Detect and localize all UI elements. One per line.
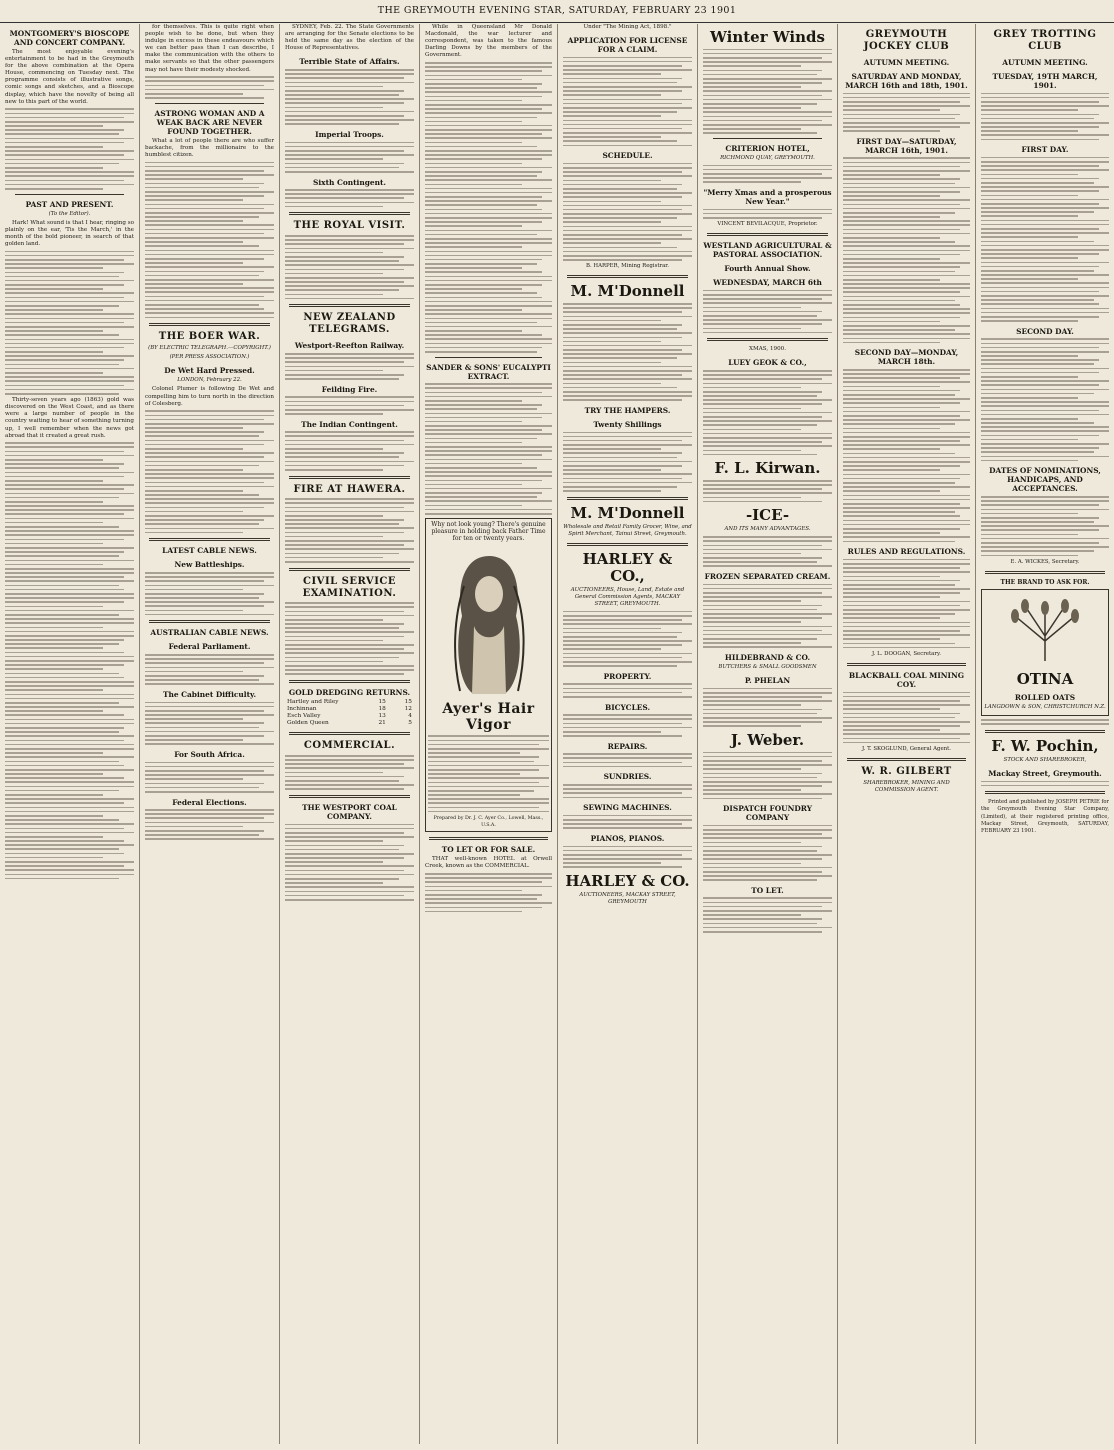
advert-heading: HARLEY & CO. bbox=[565, 872, 690, 891]
article-heading: The Cabinet Difficulty. bbox=[162, 689, 257, 699]
ayers-hair-vigor-advert bbox=[425, 518, 552, 833]
advert-heading: FROZEN SEPARATED CREAM. bbox=[704, 572, 831, 582]
advert-heading: LUEY GEOK & CO., bbox=[728, 358, 807, 368]
text-block bbox=[563, 753, 692, 767]
text-block bbox=[843, 559, 970, 649]
text-block bbox=[425, 383, 552, 514]
advert-heading: TO LET OR FOR SALE. bbox=[441, 845, 536, 855]
article-heading: THE ROYAL VISIT. bbox=[293, 220, 406, 232]
masthead: THE GREYMOUTH EVENING STAR, SATURDAY, FEBRUARY 23 1901 bbox=[0, 0, 1114, 23]
text-block bbox=[425, 873, 552, 912]
notice-signature: B. HARPER, Mining Registrar. bbox=[585, 263, 669, 270]
text-block bbox=[703, 688, 832, 727]
column-2 bbox=[140, 24, 280, 1444]
woman-portrait-icon bbox=[434, 546, 544, 696]
text-block bbox=[145, 76, 274, 99]
article-heading: Feilding Fire. bbox=[321, 384, 378, 394]
article-heading: THE WESTPORT COAL COMPANY. bbox=[302, 803, 397, 821]
article-heading: Federal Elections. bbox=[172, 797, 247, 807]
article-heading: New Battleships. bbox=[174, 560, 245, 570]
article-heading: The Indian Contingent. bbox=[301, 419, 398, 429]
advert-date: WEDNESDAY, MARCH 6th bbox=[713, 278, 822, 288]
column-3 bbox=[280, 24, 420, 1444]
text-block bbox=[285, 755, 414, 790]
advert-subheading: AUCTIONEERS, MACKAY STREET, GREYMOUTH bbox=[579, 892, 676, 906]
article-text: for themselves. This is quite right when people wish to be done, but when they indulge in excess in these endeavours which we can better pass than I can describe, I make the communication with the others to make servants so that the other passengers may not have their modesty shocked. bbox=[145, 24, 274, 73]
advert-heading: FIRST DAY—SATURDAY, MARCH 16th, 1901. bbox=[856, 136, 957, 155]
advert-heading: -ICE- bbox=[745, 506, 790, 525]
column-6 bbox=[698, 24, 838, 1444]
text-block bbox=[285, 602, 414, 675]
advert-heading: WESTLAND AGRICULTURAL & PASTORAL ASSOCIATION. bbox=[703, 241, 832, 260]
oat-sheaf-icon bbox=[990, 596, 1100, 666]
text-block bbox=[703, 584, 832, 648]
article-heading: LATEST CABLE NEWS. bbox=[162, 546, 257, 556]
article-heading: THE BOER WAR. bbox=[158, 331, 261, 343]
article-heading: MONTGOMERY'S BIOSCOPE AND CONCERT COMPANY. bbox=[9, 29, 130, 47]
advert-date: TUESDAY, 19TH MARCH, 1901. bbox=[992, 72, 1098, 90]
text-block bbox=[981, 719, 1109, 725]
text-block bbox=[428, 735, 549, 812]
article-heading: ASTRONG WOMAN AND A WEAK BACK ARE NEVER FOUND TOGETHER. bbox=[154, 108, 265, 136]
text-block bbox=[285, 353, 414, 380]
article-subheading: (PER PRESS ASSOCIATION.) bbox=[169, 354, 250, 361]
text-block bbox=[145, 410, 274, 533]
text-block bbox=[843, 93, 970, 132]
text-block bbox=[285, 142, 414, 173]
advert-heading: J. Weber. bbox=[730, 731, 805, 749]
advert-heading: SANDER & SONS' EUCALYPTI EXTRACT. bbox=[426, 362, 551, 381]
text-block bbox=[145, 162, 274, 319]
text-block bbox=[285, 189, 414, 207]
text-block bbox=[703, 165, 832, 183]
advert-subheading: BUTCHERS & SMALL GOODSMEN bbox=[718, 664, 817, 671]
advert-heading: BLACKBALL COAL MINING COY. bbox=[848, 671, 965, 689]
article-subheading: (To the Editor). bbox=[48, 210, 91, 217]
advert-heading: AUTUMN MEETING. bbox=[863, 58, 950, 67]
dateline: LONDON, February 22. bbox=[177, 377, 242, 384]
text-block bbox=[563, 57, 692, 147]
text-block bbox=[563, 846, 692, 869]
advert-heading: SECOND DAY—MONDAY, MARCH 18th. bbox=[854, 348, 959, 367]
article-heading: For South Africa. bbox=[174, 750, 245, 759]
advert-heading: Mackay Street, Greymouth. bbox=[988, 768, 1102, 778]
text-block bbox=[981, 157, 1109, 322]
advert-subheading: RICHMOND QUAY, GREYMOUTH. bbox=[720, 154, 815, 161]
oatina-brand: OTINA bbox=[1016, 669, 1074, 688]
article-heading: Terrible State of Affairs. bbox=[299, 57, 400, 67]
text-block bbox=[981, 781, 1109, 787]
text-block bbox=[285, 235, 414, 299]
text-block bbox=[563, 714, 692, 737]
advert-heading: TRY THE HAMPERS. bbox=[584, 405, 671, 415]
text-block bbox=[5, 251, 134, 395]
text-block bbox=[285, 396, 414, 414]
advert-footer: Prepared by Dr. J. C. Ayer Co., Lowell, Mass., U.S.A. bbox=[433, 816, 544, 829]
table-row: Golden Queen 21 5 bbox=[287, 720, 412, 727]
text-block bbox=[843, 692, 970, 744]
article-text: Hark! What sound is that I hear, ringing so plainly on the ear, 'Tis the March,' in the month of the bold pioneer, in search of that golden land. bbox=[5, 219, 134, 247]
advert-heading: CRITERION HOTEL, bbox=[725, 143, 810, 153]
text-block bbox=[563, 611, 692, 667]
text-block bbox=[285, 498, 414, 562]
advert-heading: REPAIRS. bbox=[607, 741, 648, 751]
advert-heading: F. L. Kirwan. bbox=[714, 459, 821, 478]
article-text: Thirty-seven years ago (1863) gold was discovered on the West Coast, and as there were a large number of people in the country waiting to hear of something turning up, I well remember when the news got abroad that it created a great rush. bbox=[5, 397, 134, 439]
advert-heading: Twenty Shillings bbox=[593, 419, 662, 429]
advert-heading: HILDEBRAND & CO. bbox=[724, 653, 811, 663]
text-block bbox=[145, 572, 274, 615]
advert-heading: BICYCLES. bbox=[604, 702, 651, 712]
text-block bbox=[981, 338, 1109, 461]
advert-signature: VINCENT BEVILACQUE, Proprietor. bbox=[717, 221, 818, 228]
article-text: While in Queensland Mr Donald Macdonald, the war lecturer and correspondent, was taken to the famous Darling Downs by the members of the Government. bbox=[425, 24, 552, 59]
advert-heading: TO LET. bbox=[751, 885, 784, 895]
dredging-table bbox=[285, 699, 414, 727]
article-heading: PAST AND PRESENT. bbox=[25, 199, 114, 209]
oatina-advert bbox=[981, 589, 1109, 716]
text-block bbox=[843, 157, 970, 343]
article-heading: Sixth Contingent. bbox=[313, 177, 386, 187]
advert-heading: SUNDRIES. bbox=[603, 772, 652, 782]
advert-heading: RULES AND REGULATIONS. bbox=[847, 547, 966, 557]
advert-heading: PIANOS, PIANOS. bbox=[590, 833, 665, 843]
advert-quote: "Merry Xmas and a prosperous New Year." bbox=[703, 187, 832, 206]
text-block bbox=[5, 442, 134, 879]
advert-signature: J. L. DOOGAN, Secretary. bbox=[871, 650, 941, 657]
text-block bbox=[981, 93, 1109, 141]
notice-text: Under "The Mining Act, 1898." bbox=[583, 24, 672, 30]
article-text: SYDNEY, Feb. 22. The State Governments are arranging for the Senate elections to be held the same day as the election of the House of Representatives. bbox=[285, 24, 414, 52]
article-text: The most enjoyable evening's entertainment to be had in the Greymouth for the above combination at the Opera House, commencing on Tuesday next. The programme consists of illustrative songs, comic songs and sketches, and a Bioscope display, which have the novelty of being all new to this part of the world. bbox=[5, 49, 134, 105]
column-7 bbox=[838, 24, 976, 1444]
text-block bbox=[563, 784, 692, 798]
advert-heading: M. M'Donnell bbox=[570, 503, 685, 522]
advert-heading: Fourth Annual Show. bbox=[724, 264, 811, 274]
advert-text: XMAS, 1900. bbox=[749, 346, 786, 353]
advert-text: THAT well-known HOTEL at Orwell Creek, known as the COMMERCIAL. bbox=[425, 856, 552, 870]
table-row: Esch Valley 13 4 bbox=[287, 713, 412, 720]
advert-signature: J. T. SKOGLUND, General Agent. bbox=[861, 746, 952, 753]
article-heading: CIVIL SERVICE EXAMINATION. bbox=[302, 575, 397, 599]
article-heading: NEW ZEALAND TELEGRAMS. bbox=[303, 312, 396, 336]
text-block bbox=[703, 480, 832, 503]
advert-text: Why not look young? There's genuine pleasure in holding back Father Time for ten or twenty years. bbox=[431, 520, 546, 542]
advert-heading: SECOND DAY. bbox=[1016, 326, 1074, 336]
column-1 bbox=[0, 24, 140, 1444]
article-heading: FIRE AT HAWERA. bbox=[293, 483, 406, 495]
advert-heading: AUTUMN MEETING. bbox=[1002, 58, 1088, 67]
text-block bbox=[703, 752, 832, 800]
text-block bbox=[843, 369, 970, 542]
column-5 bbox=[558, 24, 698, 1444]
advert-heading: SEWING MACHINES. bbox=[583, 803, 672, 813]
advert-heading: Winter Winds bbox=[710, 28, 825, 46]
text-block bbox=[145, 654, 274, 685]
text-block bbox=[5, 108, 134, 189]
text-block bbox=[145, 762, 274, 793]
advert-heading: DISPATCH FOUNDRY COMPANY bbox=[723, 804, 812, 823]
advert-subheading: STOCK AND SHAREBROKER, bbox=[1003, 756, 1087, 763]
table-row: Hartley and Riley 15 15 bbox=[287, 698, 412, 705]
text-block bbox=[285, 824, 414, 901]
text-block bbox=[703, 370, 832, 455]
text-block bbox=[145, 702, 274, 745]
advert-heading: GREYMOUTH JOCKEY CLUB bbox=[863, 29, 950, 52]
text-block bbox=[703, 536, 832, 567]
imprint: Printed and published by JOSEPH PETRIE for the Greymouth Evening Star Company, (Limited), at their registered printing office, Mackay Street, Greymouth, SATURDAY, FEBRUARY 23 1901. bbox=[981, 799, 1109, 834]
text-block bbox=[981, 496, 1109, 556]
text-block bbox=[425, 62, 552, 353]
advert-subheading: SHAREBROKER, MINING AND COMMISSION AGENT. bbox=[863, 780, 950, 794]
notice-heading: SCHEDULE. bbox=[602, 151, 653, 161]
advert-subheading: Wholesale and Retail Family Grocer, Wine, and Spirit Merchant, Tainui Street, Greymouth. bbox=[563, 523, 692, 537]
advert-heading: HARLEY & CO., bbox=[582, 549, 673, 585]
text-block bbox=[703, 897, 832, 932]
text-block bbox=[703, 825, 832, 881]
advert-signature: E. A. WICKES, Secretary. bbox=[1010, 558, 1080, 565]
advert-heading: W. R. GILBERT bbox=[861, 766, 952, 778]
text-block bbox=[703, 49, 832, 134]
text-block bbox=[703, 290, 832, 333]
text-block bbox=[285, 431, 414, 470]
text-block bbox=[563, 815, 692, 829]
text-block bbox=[703, 209, 832, 219]
article-heading: Westport-Reefton Railway. bbox=[294, 341, 405, 351]
article-heading: GOLD DREDGING RETURNS. bbox=[288, 687, 411, 697]
article-heading: Imperial Troops. bbox=[315, 130, 384, 139]
text-block bbox=[563, 683, 692, 697]
text-block bbox=[563, 432, 692, 492]
article-heading: De Wet Hard Pressed. bbox=[164, 366, 255, 376]
advert-heading: FIRST DAY. bbox=[1021, 145, 1069, 155]
advert-heading: P. PHELAN bbox=[744, 676, 791, 686]
column-8 bbox=[976, 24, 1114, 1444]
advert-heading: DATES OF NOMINATIONS, HANDICAPS, AND ACCEPTANCES. bbox=[989, 466, 1101, 494]
notice-heading: APPLICATION FOR LICENSE FOR A CLAIM. bbox=[567, 36, 688, 55]
advert-subheading: AND ITS MANY ADVANTAGES. bbox=[724, 526, 811, 533]
article-text: What a lot of people there are who suffer backache, from the millionaire to the humblest citizen. bbox=[145, 137, 274, 158]
advert-heading: PROPERTY. bbox=[603, 671, 652, 681]
advert-date: SATURDAY AND MONDAY, MARCH 16th and 18th, 1901. bbox=[845, 72, 968, 90]
advert-subheading: AUCTIONEERS, House, Land, Estate and General Commission Agents, MACKAY STREET, GREYMOUTH. bbox=[570, 586, 685, 608]
article-subheading: (BY ELECTRIC TELEGRAPH.—COPYRIGHT.) bbox=[148, 345, 271, 352]
advert-heading: M. M'Donnell bbox=[570, 282, 685, 301]
column-4 bbox=[420, 24, 558, 1444]
oatina-maker: LANGDOWN & SON, CHRISTCHURCH N.Z. bbox=[984, 703, 1106, 710]
article-heading: AUSTRALIAN CABLE NEWS. bbox=[150, 628, 269, 638]
article-heading: COMMERCIAL. bbox=[303, 740, 396, 752]
article-heading: Federal Parliament. bbox=[168, 642, 251, 652]
text-block bbox=[563, 303, 692, 401]
advert-heading: F. W. Pochin, bbox=[991, 736, 1099, 755]
table-row: Inchinnan 18 12 bbox=[287, 706, 412, 713]
text-block bbox=[563, 163, 692, 261]
advert-brand: Ayer's Hair Vigor bbox=[442, 700, 535, 733]
advert-heading: GREY TROTTING CLUB bbox=[993, 29, 1097, 52]
article-text: Colonel Plumer is following De Wet and compelling him to turn north in the direction of Colesberg. bbox=[145, 386, 274, 407]
text-block bbox=[145, 809, 274, 840]
advert-text: THE BRAND TO ASK FOR. bbox=[1000, 578, 1090, 586]
oatina-product: ROLLED OATS bbox=[1014, 692, 1076, 702]
text-block bbox=[285, 69, 414, 125]
